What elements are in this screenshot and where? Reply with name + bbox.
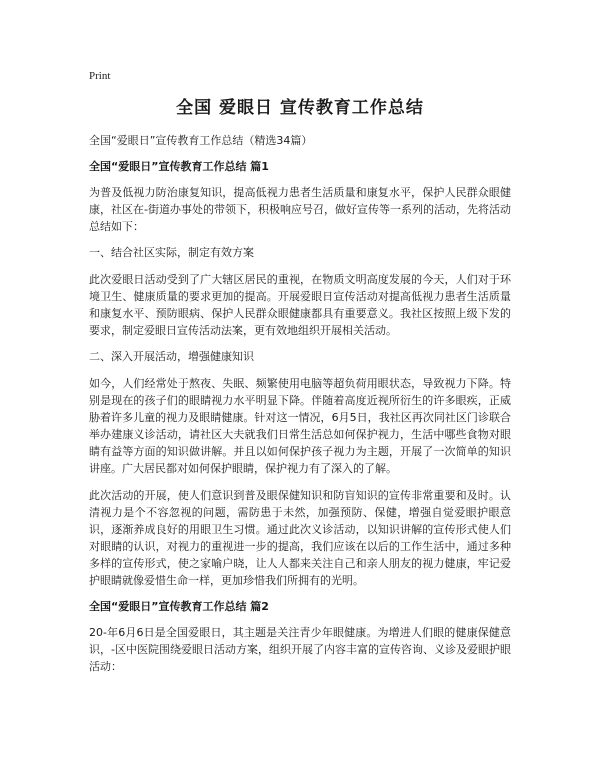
- article-1-closing: 此次活动的开展，使人们意识到普及眼保健知识和防盲知识的宣传非常重要和及时。认清视力是个不容忽视的问题，需防患于未然，加强预防、保健，增强自觉爱眼护眼意识，逐渐养成良好的用眼卫生习惯。通过此次义诊活动，以知识讲解的宣传形式使人们对眼睛的认识，对视力的重视进一步的提高，我们应该在以后的工作生活中，通过多种多样的宣传形式，使之家喻户晓，让人人都来关注自己和亲人朋友的视力健康，牢记爱护眼睛就像爱惜生命一样，更加珍惜我们所拥有的光明。: [89, 489, 511, 587]
- page-title: 全国 爱眼日 宣传教育工作总结: [176, 98, 424, 118]
- article-2-intro: 20-年6月6日是全国爱眼日，其主题是关注青少年眼健康。为增进人们眼的健康保健意识，-区中医院围绕爱眼日活动方案，组织开展了内容丰富的宣传咨询、义诊及爱眼护眼活动：: [89, 626, 511, 673]
- article-1-section-2-body: 如今，人们经常处于熬夜、失眠、频繁使用电脑等超负荷用眼状态，导致视力下降。特别是现在的孩子们的眼睛视力水平明显下降。伴随着高度近视所衍生的许多眼疾，正威胁着许多儿童的视力及眼睛健康。针对这一情况，6月5日，我社区再次同社区门诊联合举办建康义诊活动，请社区大夫就我们日常生活总如何保护视力，生活中哪些食物对眼睛有益等方面的知识做讲解。并且以如何保护孩子视力为主题，开展了一次简单的知识讲座。广大居民都对如何保护眼睛，保护视力有了深入的了解。: [89, 377, 511, 475]
- article-2-heading: 全国“爱眼日”宣传教育工作总结 篇2: [89, 600, 269, 613]
- document-subtitle: 全国“爱眼日”宣传教育工作总结（精选34篇）: [89, 134, 313, 147]
- article-1-intro: 为普及低视力防治康复知识，提高低视力患者生活质量和康复水平，保护人民群众眼健康，社区在-街道办事处的带领下，积极响应号召，做好宣传等一系列的活动，先将活动总结如下：: [89, 186, 511, 233]
- article-1-section-1-body: 此次爱眼日活动受到了广大辖区居民的重视，在物质文明高度发展的今天，人们对于环境卫生、健康质量的要求更加的提高。开展爱眼日宣传活动对提高低视力患者生活质量和康复水平、预防眼病、保护人民群众眼健康都具有重要意义。我社区按照上级下发的要求，制定爱眼日宣传活动法案，更有效地组织开展相关活动。: [89, 273, 511, 337]
- document-body: [89, 133, 511, 685]
- article-1-heading: 全国“爱眼日”宣传教育工作总结 篇1: [89, 160, 269, 173]
- article-1-section-1-title: 一、结合社区实际，制定有效方案: [89, 246, 254, 259]
- article-1-section-2-title: 二、深入开展活动，增强健康知识: [89, 350, 254, 363]
- print-link[interactable]: Print: [89, 70, 111, 82]
